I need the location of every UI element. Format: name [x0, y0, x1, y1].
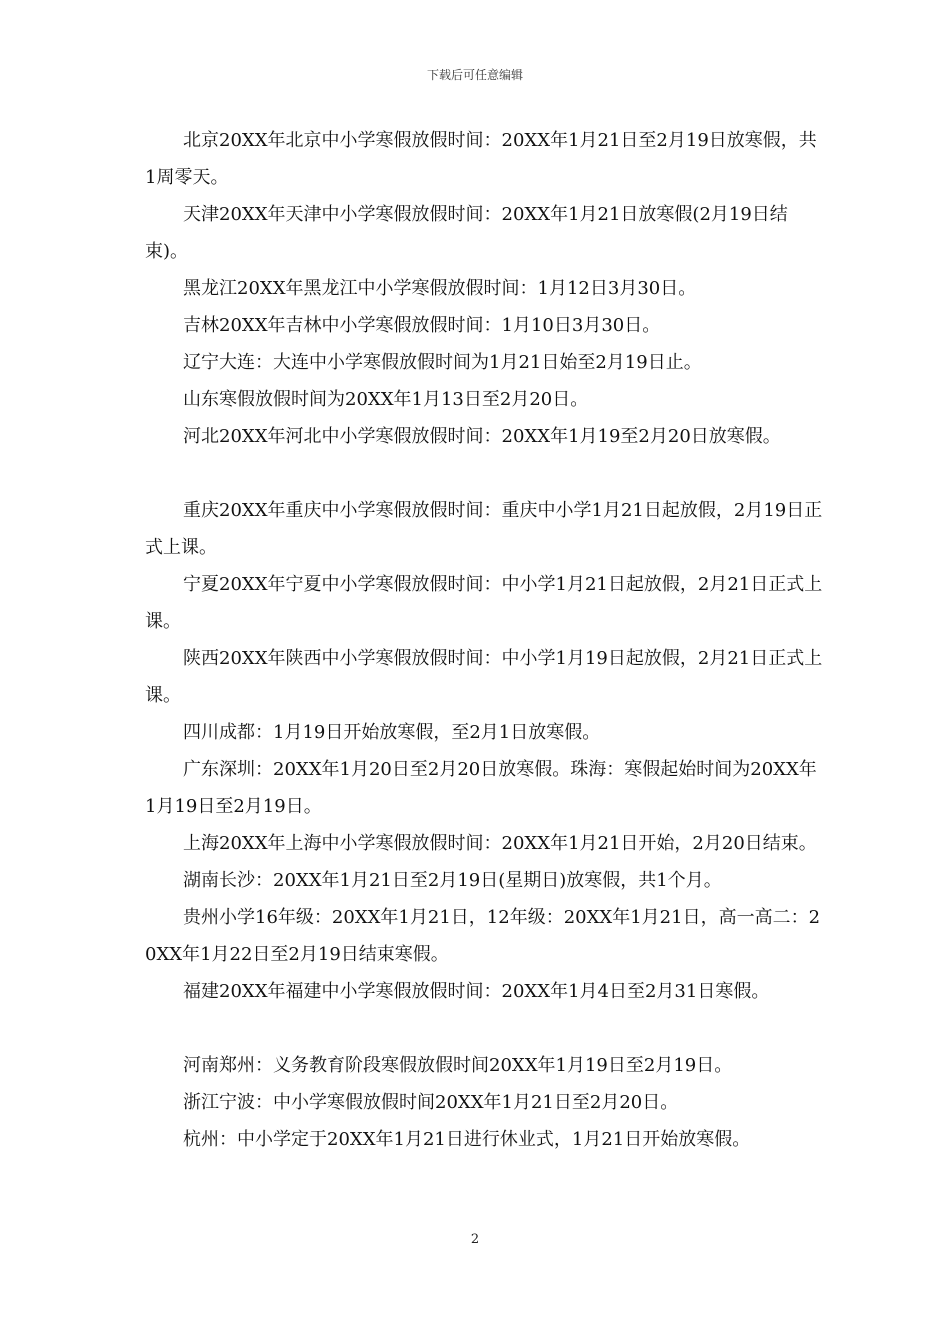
page-header: 下载后可任意编辑: [426, 68, 523, 82]
paragraph-shaanxi: 陕西20XX年陕西中小学寒假放假时间：中小学1月19日起放假，2月21日正式上课。: [145, 648, 823, 706]
paragraph-shanghai: 上海20XX年上海中小学寒假放假时间：20XX年1月21日开始，2月20日结束。: [183, 833, 817, 854]
paragraph-shandong: 山东寒假放假时间为20XX年1月13日至2月20日。: [183, 389, 589, 410]
paragraph-fujian: 福建20XX年福建中小学寒假放假时间：20XX年1月4日至2月31日寒假。: [183, 981, 770, 1002]
paragraph-hunan: 湖南长沙：20XX年1月21日至2月19日(星期日)放寒假，共1个月。: [183, 870, 722, 891]
blank-line: [145, 455, 825, 492]
paragraph-heilongjiang: 黑龙江20XX年黑龙江中小学寒假放假时间：1月12日3月30日。: [183, 278, 697, 299]
paragraph-hebei: 河北20XX年河北中小学寒假放假时间：20XX年1月19至2月20日放寒假。: [183, 426, 781, 447]
paragraph-chongqing: 重庆20XX年重庆中小学寒假放假时间：重庆中小学1月21日起放假，2月19日正式上课。: [145, 500, 823, 558]
paragraph-hangzhou: 杭州：中小学定于20XX年1月21日进行休业式，1月21日开始放寒假。: [183, 1129, 751, 1150]
blank-line: [145, 1010, 825, 1047]
paragraph-jilin: 吉林20XX年吉林中小学寒假放假时间：1月10日3月30日。: [183, 315, 661, 336]
paragraph-guizhou: 贵州小学16年级：20XX年1月21日，12年级：20XX年1月21日，高一高二：20XX年1月22日至2月19日结束寒假。: [145, 907, 821, 965]
paragraph-beijing: 北京20XX年北京中小学寒假放假时间：20XX年1月21日至2月19日放寒假，共1周零天。: [145, 130, 817, 188]
page-number: 2: [470, 1232, 480, 1247]
paragraph-liaoning: 辽宁大连：大连中小学寒假放假时间为1月21日始至2月19日止。: [183, 352, 702, 373]
paragraph-sichuan: 四川成都：1月19日开始放寒假，至2月1日放寒假。: [183, 722, 601, 743]
paragraph-henan: 河南郑州：义务教育阶段寒假放假时间20XX年1月19日至2月19日。: [183, 1055, 733, 1076]
paragraph-zhejiang: 浙江宁波：中小学寒假放假时间20XX年1月21日至2月20日。: [183, 1092, 679, 1113]
document-body: [145, 122, 825, 1158]
paragraph-tianjin: 天津20XX年天津中小学寒假放假时间：20XX年1月21日放寒假(2月19日结束)。: [145, 204, 788, 262]
paragraph-ningxia: 宁夏20XX年宁夏中小学寒假放假时间：中小学1月21日起放假，2月21日正式上课。: [145, 574, 823, 632]
paragraph-guangdong: 广东深圳：20XX年1月20日至2月20日放寒假。珠海：寒假起始时间为20XX年1月19日至2月19日。: [145, 759, 817, 817]
